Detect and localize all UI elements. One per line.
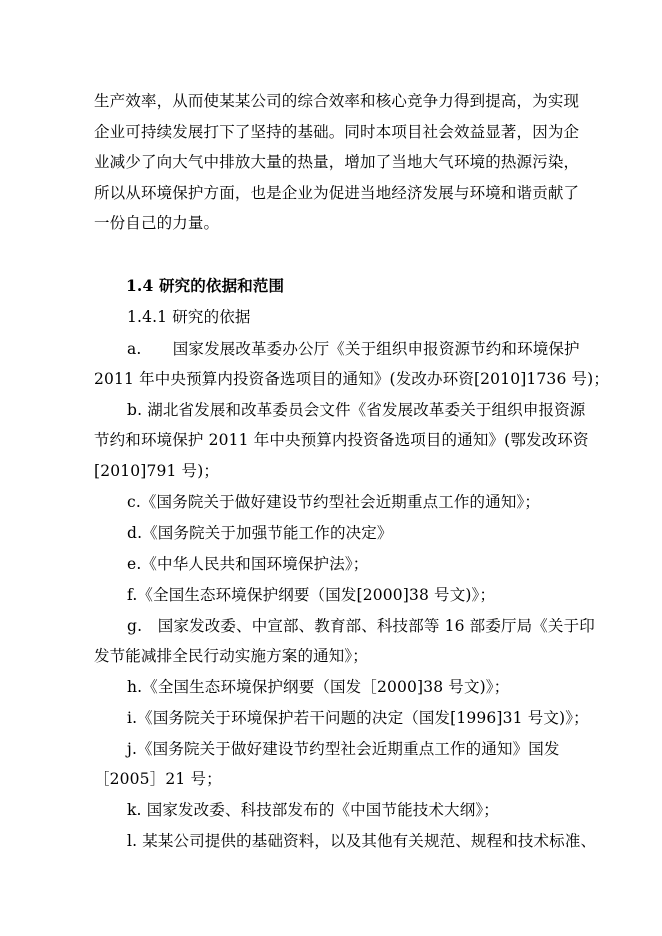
list-item-e: e.《中华人民共和国环境保护法》； (127, 555, 369, 573)
list-item-f: f.《全国生态环境保护纲要（国发[2000]38 号文)》； (127, 586, 496, 604)
list-item-c: c.《国务院关于做好建设节约型社会近期重点工作的通知》； (127, 493, 541, 511)
list-item-g-line1: g. 国家发改委、中宣部、教育部、科技部等 16 部委厅局《关于印 (127, 617, 595, 635)
list-item-a-line2: 2011 年中央预算内投资备选项目的通知》(发改办环资[2010]1736 号)； (94, 370, 610, 388)
list-item-b-line3: [2010]791 号)； (94, 462, 220, 480)
list-item-d: d.《国务院关于加强节能工作的决定》 (127, 524, 393, 542)
list-item-l: l. 某某公司提供的基础资料，以及其他有关规范、规程和技术标准、 (127, 832, 597, 850)
list-item-j-line1: j.《国务院关于做好建设节约型社会近期重点工作的通知》国发 (127, 740, 560, 758)
list-item-g-line2: 发节能减排全民行动实施方案的通知》； (94, 647, 368, 665)
list-item-k: k. 国家发改委、科技部发布的《中国节能技术大纲》； (127, 801, 499, 819)
list-item-b-line2: 节约和环境保护 2011 年中央预算内投资备选项目的通知》(鄂发改环资 (94, 431, 589, 449)
paragraph-line: 一份自己的力量。 (94, 214, 220, 232)
list-item-b-line1: b. 湖北省发展和改革委员会文件《省发展改革委关于组织申报资源 (127, 401, 586, 419)
list-item-i: i.《国务院关于环境保护若干问题的决定（国发[1996]31 号文)》； (127, 709, 589, 727)
subsection-heading: 1.4.1 研究的依据 (127, 308, 251, 326)
list-item-a-line1: a. 国家发展改革委办公厅《关于组织申报资源节约和环境保护 (127, 340, 580, 358)
list-item-j-line2: ［2005］21 号； (94, 770, 222, 788)
list-item-h: h.《全国生态环境保护纲要（国发［2000]38 号文)》； (127, 678, 510, 696)
paragraph-line: 所以从环境保护方面，也是企业为促进当地经济发展与环境和谐贡献了 (94, 184, 580, 202)
paragraph-line: 生产效率，从而使某某公司的综合效率和核心竞争力得到提高，为实现 (94, 92, 580, 110)
paragraph-line: 企业可持续发展打下了坚持的基础。同时本项目社会效益显著，因为企 (94, 123, 580, 141)
paragraph-line: 业减少了向大气中排放大量的热量，增加了当地大气环境的热源污染， (94, 153, 580, 171)
section-heading: 1.4 研究的依据和范围 (126, 276, 285, 295)
